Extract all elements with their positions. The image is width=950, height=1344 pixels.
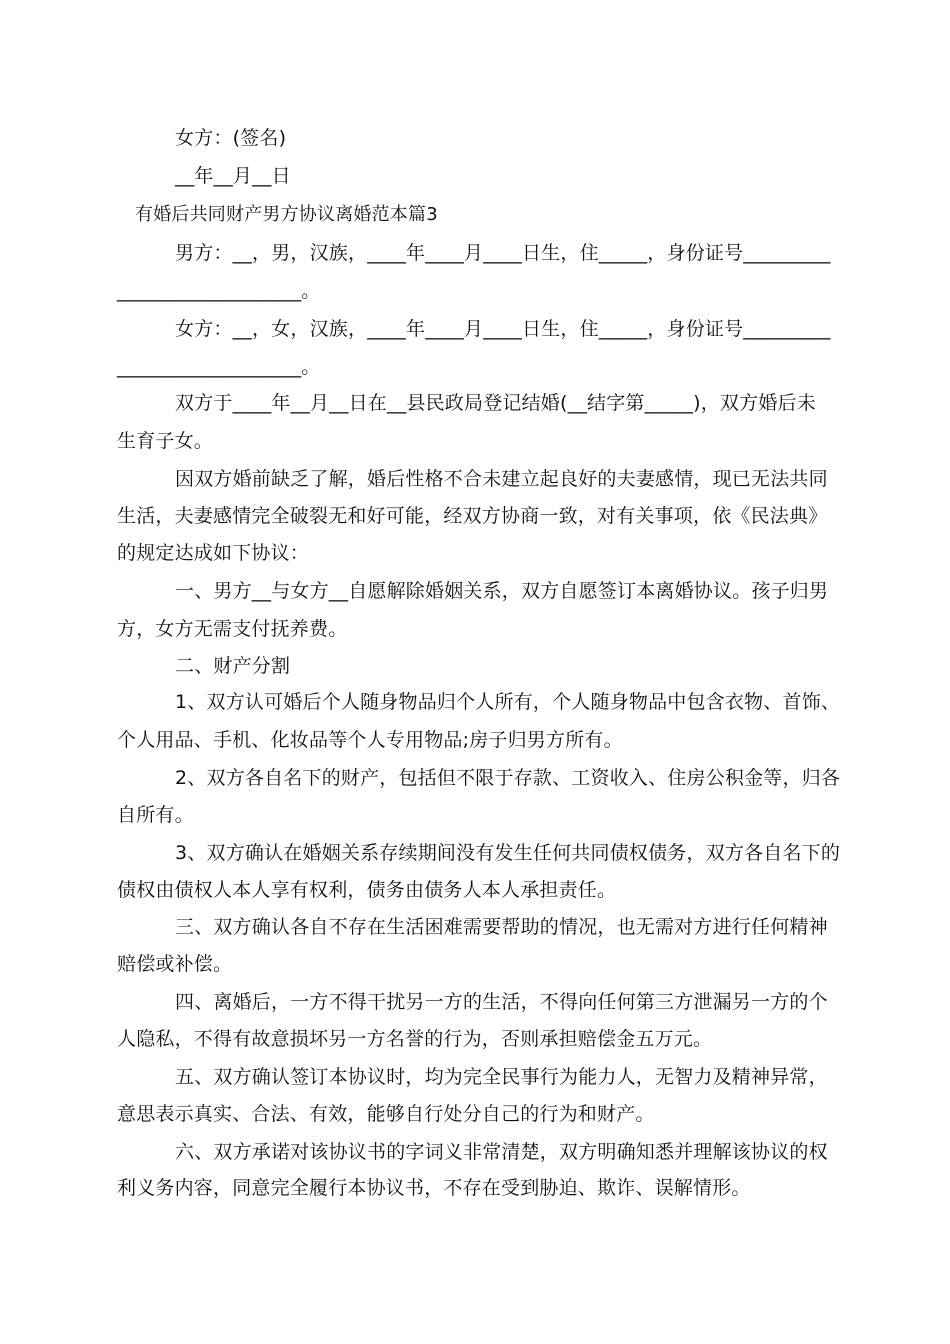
clause-2-2-line-1: 2、双方各自名下的财产，包括但不限于存款、工资收入、住房公积金等，归各 xyxy=(175,767,841,789)
reason-paragraph-line-3: 的规定达成如下协议： xyxy=(117,542,310,564)
clause-1-line-2: 方，女方无需支付抚养费。 xyxy=(117,618,348,640)
clause-1-line-1: 一、男方__与女方__自愿解除婚姻关系，双方自愿签订本离婚协议。孩子归男 xyxy=(175,580,829,602)
clause-3-line-2: 赔偿或补偿。 xyxy=(117,953,233,975)
clause-4-line-1: 四、离婚后，一方不得干扰另一方的生活，不得向任何第三方泄漏另一方的个 xyxy=(175,991,828,1013)
section-heading: 有婚后共同财产男方协议离婚范本篇3 xyxy=(135,204,438,225)
male-info-line: 男方：__，男，汉族，____年____月____日生，住_____，身份证号_________ xyxy=(175,242,831,264)
marriage-registration-continuation: 生育子女。 xyxy=(117,430,214,452)
male-info-continuation: ___________________。 xyxy=(117,280,321,302)
clause-2-heading: 二、财产分割 xyxy=(175,655,291,677)
clause-6-line-2: 利义务内容，同意完全履行本协议书，不存在受到胁迫、欺诈、误解情形。 xyxy=(117,1177,751,1199)
clause-5-line-2: 意思表示真实、合法、有效，能够自行处分自己的行为和财产。 xyxy=(117,1103,655,1125)
clause-6-line-1: 六、双方承诺对该协议书的字词义非常清楚，双方明确知悉并理解该协议的权 xyxy=(175,1141,828,1163)
clause-2-2-line-2: 自所有。 xyxy=(117,804,194,826)
clause-2-1-line-2: 个人用品、手机、化妆品等个人专用物品;房子归男方所有。 xyxy=(117,729,623,751)
clause-2-3-line-2: 债权由债权人本人享有权利，债务由债务人本人承担责任。 xyxy=(117,879,617,901)
female-info-continuation: ___________________。 xyxy=(117,356,321,378)
female-signature-line: 女方：(签名) xyxy=(175,127,287,149)
reason-paragraph-line-2: 生活，夫妻感情完全破裂无和好可能，经双方协商一致，对有关事项，依《民法典》 xyxy=(117,505,828,527)
clause-2-3-line-1: 3、双方确认在婚姻关系存续期间没有发生任何共同债权债务，双方各自名下的 xyxy=(175,842,841,864)
date-line: __年__月__日 xyxy=(175,165,291,187)
marriage-registration-line: 双方于____年__月__日在__县民政局登记结婚(__结字第_____)，双方婚后未 xyxy=(175,392,816,414)
reason-paragraph-line-1: 因双方婚前缺乏了解，婚后性格不合未建立起良好的夫妻感情，现已无法共同 xyxy=(175,468,828,490)
clause-2-1-line-1: 1、双方认可婚后个人随身物品归个人所有，个人随身物品中包含衣物、首饰、 xyxy=(175,691,841,713)
clause-3-line-1: 三、双方确认各自不存在生活困难需要帮助的情况，也无需对方进行任何精神 xyxy=(175,916,828,938)
clause-5-line-1: 五、双方确认签订本协议时，均为完全民事行为能力人，无智力及精神异常， xyxy=(175,1066,828,1088)
clause-4-line-2: 人隐私，不得有故意损坏另一方名誉的行为，否则承担赔偿金五万元。 xyxy=(117,1028,713,1050)
female-info-line: 女方：__，女，汉族，____年____月____日生，住_____，身份证号_________ xyxy=(175,318,831,340)
